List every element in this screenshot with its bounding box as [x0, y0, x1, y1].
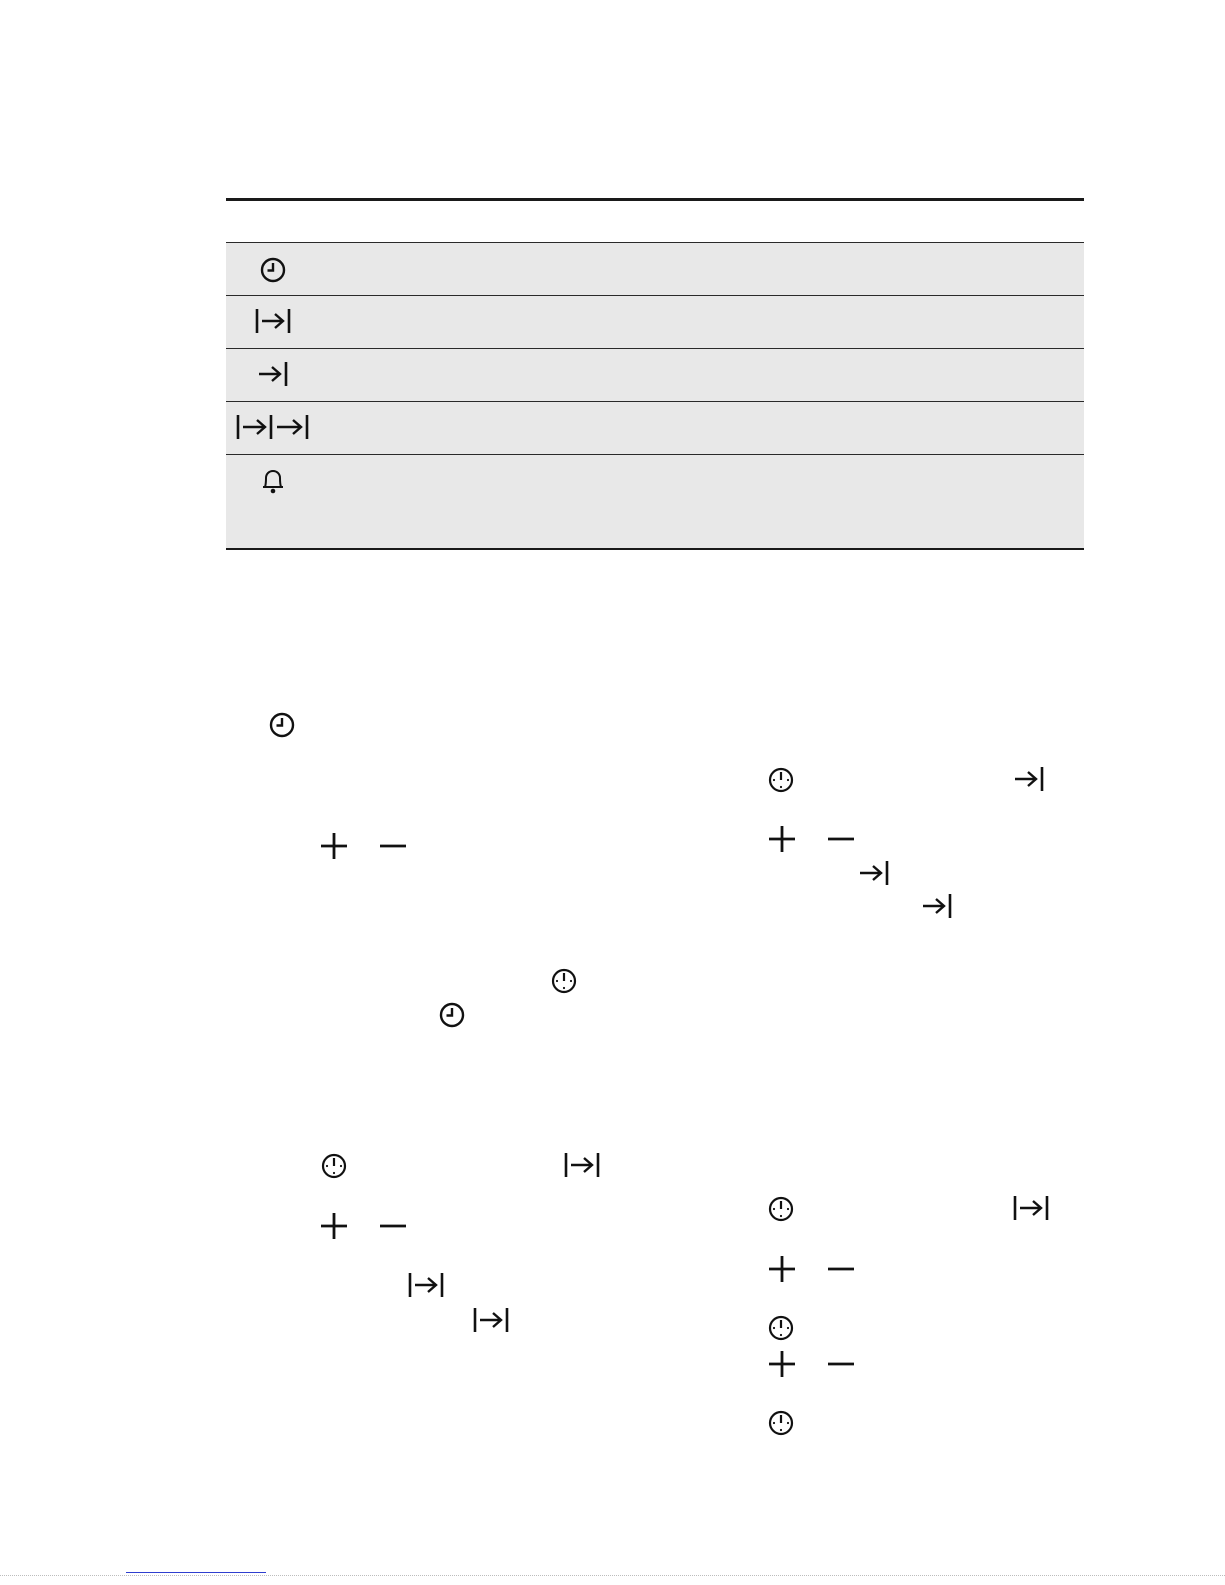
clock-time-of-day-icon [438, 1001, 466, 1029]
clock-dial-icon[interactable] [767, 1314, 795, 1342]
clock-time-of-day-icon [259, 256, 287, 284]
plus-icon[interactable] [767, 1349, 797, 1379]
clock-dial-icon[interactable] [767, 1195, 795, 1223]
footer-link-underline[interactable] [126, 1572, 266, 1573]
minus-icon[interactable] [826, 1349, 856, 1379]
plus-icon[interactable] [767, 824, 797, 854]
table-row-duration-end [226, 402, 1084, 455]
end-time-icon [920, 891, 954, 921]
plus-icon[interactable] [319, 1211, 349, 1241]
minus-icon[interactable] [826, 824, 856, 854]
clock-dial-icon[interactable] [320, 1152, 348, 1180]
table-row-time-of-day [226, 243, 1084, 296]
duration-icon [1012, 1193, 1050, 1223]
table-row-end-time [226, 349, 1084, 402]
table-header-row [226, 201, 1084, 243]
duration-icon [407, 1270, 445, 1300]
table-row-duration [226, 296, 1084, 349]
minute-minder-bell-icon [260, 467, 286, 495]
clock-dial-icon[interactable] [550, 967, 578, 995]
plus-icon[interactable] [319, 831, 349, 861]
duration-end-icon [235, 412, 311, 442]
minus-icon[interactable] [826, 1254, 856, 1284]
clock-functions-table [226, 198, 1084, 550]
footer-dotted-rule [0, 1575, 1225, 1576]
table-row-minute-minder [226, 455, 1084, 550]
clock-dial-icon[interactable] [767, 1409, 795, 1437]
plus-icon[interactable] [767, 1254, 797, 1284]
duration-icon [563, 1150, 601, 1180]
minus-icon[interactable] [378, 831, 408, 861]
clock-time-of-day-icon [268, 711, 296, 739]
end-time-icon [1012, 764, 1046, 794]
end-time-icon [256, 359, 290, 389]
end-time-icon [857, 858, 891, 888]
duration-icon [472, 1305, 510, 1335]
minus-icon[interactable] [378, 1211, 408, 1241]
clock-dial-icon[interactable] [767, 766, 795, 794]
duration-icon [254, 306, 292, 336]
